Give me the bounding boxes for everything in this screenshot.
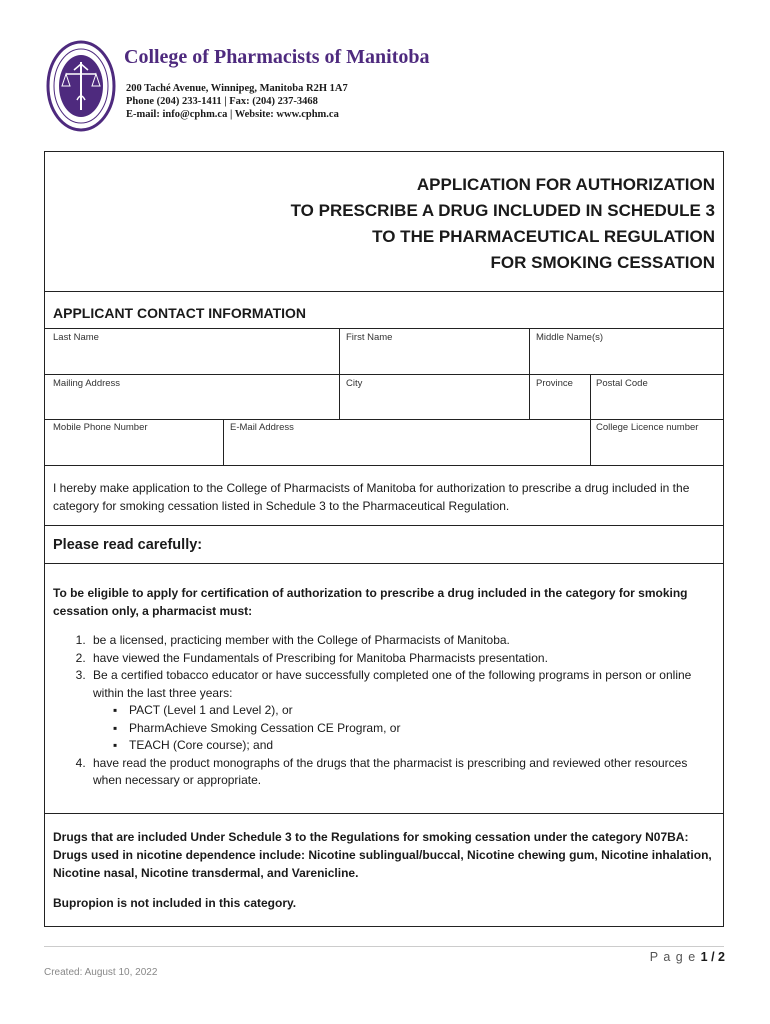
eligibility-intro: To be eligible to apply for certification of authorization to prescribe a drug included in the category for smoking cessation only, a pharmacist must: xyxy=(53,586,688,618)
title-line-3: TO THE PHARMACEUTICAL REGULATION xyxy=(372,227,715,246)
last-name-field[interactable]: Last Name xyxy=(53,332,99,343)
title-line-4: FOR SMOKING CESSATION xyxy=(490,253,715,272)
divider xyxy=(339,374,340,419)
divider xyxy=(339,328,340,374)
divider xyxy=(45,291,723,292)
divider xyxy=(45,419,723,420)
requirement-item xyxy=(89,632,709,650)
page-number xyxy=(650,950,725,964)
program-item: ▪ PharmAchieve Smoking Cessation CE Program, or xyxy=(113,720,709,738)
footer-rule xyxy=(44,946,724,947)
requirement-item xyxy=(89,667,709,755)
licence-number-field[interactable]: College Licence number xyxy=(596,422,699,433)
city-field[interactable]: City xyxy=(346,378,363,389)
divider xyxy=(45,525,723,526)
page-label: P a g e xyxy=(649,950,697,964)
divider xyxy=(590,419,591,465)
divider xyxy=(45,374,723,375)
mailing-address-field[interactable]: Mailing Address xyxy=(53,378,121,389)
org-address: 200 Taché Avenue, Winnipeg, Manitoba R2H 1A7 xyxy=(126,83,348,94)
form-title xyxy=(291,172,715,276)
requirement-text: have viewed the Fundamentals of Prescribing for Manitoba Pharmacists presentation. xyxy=(93,650,548,665)
requirements-list xyxy=(53,632,709,790)
requirement-item xyxy=(89,650,709,668)
requirement-item xyxy=(89,755,709,790)
title-line-1: APPLICATION FOR AUTHORIZATION xyxy=(416,175,715,194)
divider xyxy=(45,465,723,466)
program-item: ▪ TEACH (Core course); and xyxy=(113,737,709,755)
postal-code-field[interactable]: Postal Code xyxy=(596,378,648,389)
divider xyxy=(590,374,591,419)
drugs-note: Drugs that are included Under Schedule 3 to the Regulations for smoking cessation under the category N07BA: Drugs used in nicotine dependence include: Nicotine sublingual/buccal, Nicotine chewing gum, Nicotine inhalation, Nicotine nasal, Nicotine transdermal, and Varenicline. xyxy=(53,830,712,880)
read-carefully-heading: Please read carefully: xyxy=(53,537,203,553)
requirement-text: be a licensed, practicing member with the College of Pharmacists of Manitoba. xyxy=(93,633,510,647)
page-value: 1 / 2 xyxy=(700,950,725,964)
divider xyxy=(223,419,224,465)
program-item: ▪ PACT (Level 1 and Level 2), or xyxy=(113,702,709,720)
application-form xyxy=(44,151,724,927)
mobile-phone-field[interactable]: Mobile Phone Number xyxy=(53,422,148,433)
divider xyxy=(45,328,723,329)
divider xyxy=(45,813,723,814)
requirement-text: have read the product monographs of the drugs that the pharmacist is prescribing and reviewed other resources when necessary or appropriate. xyxy=(93,755,688,787)
bupropion-note: Bupropion is not included in this category. xyxy=(53,896,297,910)
org-name: College of Pharmacists of Manitoba xyxy=(124,46,430,68)
title-line-2: TO PRESCRIBE A DRUG INCLUDED IN SCHEDULE 3 xyxy=(290,201,715,220)
org-phone-fax: Phone (204) 233-1411 | Fax: (204) 237-3468 xyxy=(126,96,318,107)
divider xyxy=(529,328,530,374)
declaration-text: I hereby make application to the College of Pharmacists of Manitoba for authorization to prescribe a drug included in the category for smoking cessation listed in Schedule 3 to the Pharmaceutical Regulation. xyxy=(53,481,690,513)
program-list xyxy=(93,702,709,755)
college-seal-logo xyxy=(46,40,116,132)
divider xyxy=(45,563,723,564)
created-date: Created: August 10, 2022 xyxy=(44,967,158,978)
first-name-field[interactable]: First Name xyxy=(346,332,393,343)
contact-heading: APPLICANT CONTACT INFORMATION xyxy=(53,305,307,321)
divider xyxy=(529,374,530,419)
requirement-text: Be a certified tobacco educator or have successfully completed one of the following programs in person or online within the last three years: xyxy=(93,668,692,700)
middle-names-field[interactable]: Middle Name(s) xyxy=(536,332,604,343)
email-field[interactable]: E-Mail Address xyxy=(230,422,294,433)
province-field[interactable]: Province xyxy=(536,378,573,389)
org-email-website: E-mail: info@cphm.ca | Website: www.cphm.ca xyxy=(126,109,339,120)
